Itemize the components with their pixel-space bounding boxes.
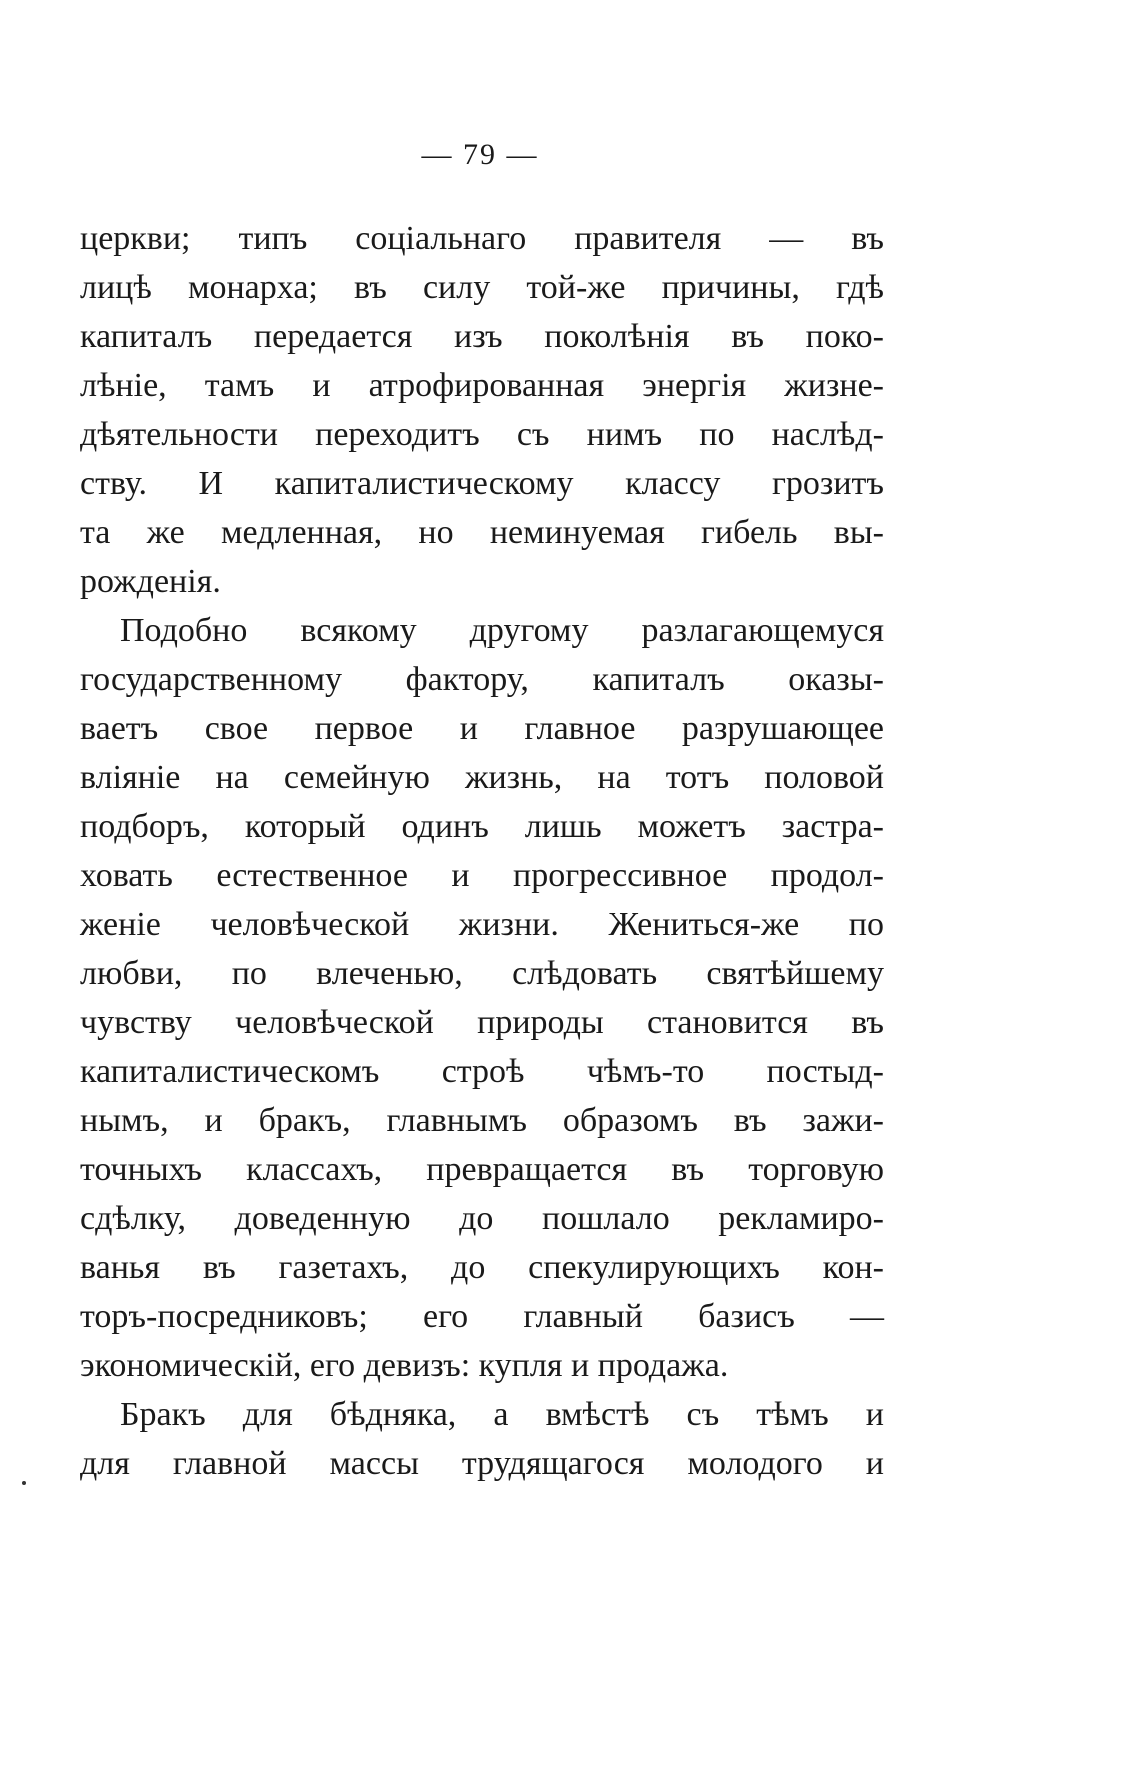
text-line: дѣятельности переходитъ съ нимъ по наслѣд-: [80, 416, 884, 453]
text-line: вліяніе на семейную жизнь, на тотъ половой: [80, 759, 884, 796]
text-line: Бракъ для бѣдняка, а вмѣстѣ съ тѣмъ и: [120, 1396, 884, 1433]
text-line: лицѣ монарха; въ силу той-же причины, гдѣ: [80, 269, 884, 306]
text-line: ству. И капиталистическому классу грозитъ: [80, 465, 884, 502]
text-line: женіе человѣческой жизни. Жениться-же по: [80, 906, 884, 943]
body-text: [80, 214, 884, 1488]
text-line: для главной массы трудящагося молодого и: [80, 1445, 884, 1482]
text-line: лѣніе, тамъ и атрофированная энергія жизне-: [80, 367, 884, 404]
text-line: чувству человѣческой природы становится въ: [80, 1004, 884, 1041]
text-line: та же медленная, но неминуемая гибель вы-: [80, 514, 884, 551]
text-line: подборъ, который одинъ лишь можетъ застра-: [80, 808, 884, 845]
paper-speck: [22, 1481, 26, 1485]
text-line: капиталистическомъ строѣ чѣмъ-то постыд-: [80, 1053, 884, 1090]
text-line: капиталъ передается изъ поколѣнія въ поко-: [80, 318, 884, 355]
text-line: торъ-посредниковъ; его главный базисъ —: [80, 1298, 884, 1335]
text-line: ванья въ газетахъ, до спекулирующихъ кон-: [80, 1249, 884, 1286]
text-line: ваетъ свое первое и главное разрушающее: [80, 710, 884, 747]
text-line: нымъ, и бракъ, главнымъ образомъ въ зажи-: [80, 1102, 884, 1139]
text-line: любви, по влеченью, слѣдовать святѣйшему: [80, 955, 884, 992]
text-line: сдѣлку, доведенную до пошлало рекламиро-: [80, 1200, 884, 1237]
text-line: рожденія.: [80, 563, 221, 600]
text-line: церкви; типъ соціальнаго правителя — въ: [80, 220, 884, 257]
text-line: точныхъ классахъ, превращается въ торговую: [80, 1151, 884, 1188]
text-line: государственному фактору, капиталъ оказы-: [80, 661, 884, 698]
page-number: — 79 —: [421, 138, 539, 171]
text-line: ховать естественное и прогрессивное продол-: [80, 857, 884, 894]
text-line: экономическій, его девизъ: купля и продажа.: [80, 1347, 729, 1384]
text-line: Подобно всякому другому разлагающемуся: [120, 612, 884, 649]
